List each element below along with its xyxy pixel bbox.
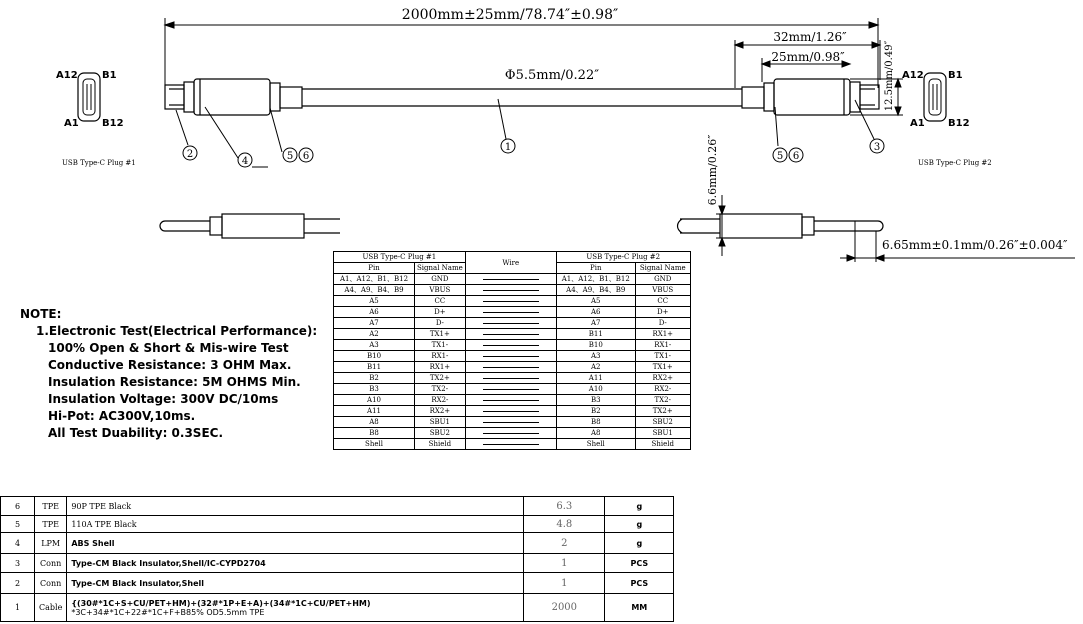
wire-line (483, 444, 539, 445)
pin-cell: B11 (334, 362, 415, 373)
signal-cell: RX2+ (635, 373, 690, 384)
cable-od-label: Φ5.5mm/0.22″ (504, 68, 600, 83)
bom-description (67, 573, 524, 594)
signal-header: Signal Name (415, 263, 466, 274)
bom-item: Conn (35, 554, 67, 573)
wire-cell (465, 384, 556, 395)
svg-text:6: 6 (792, 151, 800, 162)
pin-cell: B3 (556, 395, 635, 406)
wire-cell (465, 373, 556, 384)
pin-cell: A3 (334, 340, 415, 351)
pin-header: Pin (556, 263, 635, 274)
balloon-5-left (283, 148, 297, 162)
bom-item: TPE (35, 516, 67, 533)
signal-cell: VBUS (635, 285, 690, 296)
signal-cell: TX2+ (415, 373, 466, 384)
right-pin-b12: B12 (948, 118, 970, 129)
pin-cell: A4、A9、B4、B9 (556, 285, 635, 296)
wire-line (483, 389, 539, 390)
pin-row (334, 373, 691, 384)
wire-line (483, 345, 539, 346)
signal-cell: GND (415, 274, 466, 285)
bom-description (67, 533, 524, 554)
left-pin-b12: B12 (102, 118, 124, 129)
plug-thickness-label: 6.65mm±0.1mm/0.26″±0.004″ (882, 238, 1068, 252)
pin-row (334, 428, 691, 439)
svg-text:4: 4 (241, 156, 249, 167)
wire-cell (465, 285, 556, 296)
pin-cell: B3 (334, 384, 415, 395)
bom-description-line: ABS Shell (71, 538, 115, 548)
bom-description (67, 497, 524, 516)
signal-cell: D- (415, 318, 466, 329)
pin-row (334, 417, 691, 428)
signal-cell: SBU1 (415, 417, 466, 428)
signal-cell: SBU1 (635, 428, 690, 439)
plug-width-label: 6.6mm/0.26″ (706, 134, 719, 206)
wire-line (483, 290, 539, 291)
balloon-6-right (789, 148, 803, 162)
overmold-length-label: 32mm/1.26″ (773, 30, 847, 44)
pin-cell: A7 (334, 318, 415, 329)
svg-text:2: 2 (186, 149, 194, 160)
bom-quantity: 1 (524, 554, 605, 573)
wire-cell (465, 439, 556, 450)
bom-number: 1 (1, 594, 35, 622)
bom-description-line: 90P TPE Black (71, 501, 132, 511)
wire-header: Wire (465, 252, 556, 274)
pin-row (334, 296, 691, 307)
signal-cell: SBU2 (635, 417, 690, 428)
bom-number: 3 (1, 554, 35, 573)
bom-quantity: 2 (524, 533, 605, 554)
bom-unit: PCS (605, 573, 674, 594)
pin-cell: A3 (556, 351, 635, 362)
overmold-height-label: 12.5mm/0.49″ (884, 40, 895, 112)
left-connector-face (78, 73, 100, 121)
wire-cell (465, 340, 556, 351)
bom-description-line: 110A TPE Black (71, 519, 137, 529)
bom-row (1, 554, 674, 573)
right-pin-a1: A1 (910, 118, 925, 129)
wire-cell (465, 417, 556, 428)
bom-item: Conn (35, 573, 67, 594)
right-connector-face (924, 73, 946, 121)
signal-cell: D+ (635, 307, 690, 318)
pin-row (334, 395, 691, 406)
signal-cell: TX1+ (635, 362, 690, 373)
right-plug-side-view (678, 214, 884, 238)
left-plug-side-view (160, 214, 340, 238)
balloon-4 (238, 153, 252, 167)
signal-cell: GND (635, 274, 690, 285)
wire-line (483, 279, 539, 280)
plug2-header: USB Type-C Plug #2 (556, 252, 690, 263)
wire-line (483, 378, 539, 379)
note-title: NOTE: (20, 307, 62, 321)
wire-line (483, 411, 539, 412)
signal-cell: TX2- (635, 395, 690, 406)
note-line: Hi-Pot: AC300V,10ms. (48, 409, 196, 423)
wire-cell (465, 362, 556, 373)
signal-cell: RX1- (415, 351, 466, 362)
pin-cell: B2 (334, 373, 415, 384)
pin-row (334, 439, 691, 450)
pin-cell: A10 (334, 395, 415, 406)
pin-row (334, 340, 691, 351)
bom-unit: MM (605, 594, 674, 622)
bom-unit: PCS (605, 554, 674, 573)
plug1-header: USB Type-C Plug #1 (334, 252, 466, 263)
signal-cell: TX2- (415, 384, 466, 395)
note-line: All Test Duability: 0.3SEC. (48, 426, 224, 440)
pin-cell: A5 (556, 296, 635, 307)
bom-description (67, 516, 524, 533)
wire-line (483, 334, 539, 335)
bom-number: 6 (1, 497, 35, 516)
signal-cell: Shield (635, 439, 690, 450)
pin-cell: A11 (556, 373, 635, 384)
signal-header: Signal Name (635, 263, 690, 274)
pin-cell: A6 (556, 307, 635, 318)
bom-number: 5 (1, 516, 35, 533)
pin-row (334, 406, 691, 417)
bom-row (1, 594, 674, 622)
bom-row (1, 497, 674, 516)
wire-line (483, 367, 539, 368)
pin-row (334, 362, 691, 373)
left-plug-top-view (165, 79, 742, 115)
svg-text:1: 1 (504, 142, 512, 153)
signal-cell: VBUS (415, 285, 466, 296)
bom-number: 2 (1, 573, 35, 594)
pin-cell: A7 (556, 318, 635, 329)
signal-cell: TX1- (635, 351, 690, 362)
right-plug-top-view (742, 79, 879, 115)
signal-cell: RX1+ (415, 362, 466, 373)
pin-cell: B11 (556, 329, 635, 340)
left-plug-caption: USB Type-C Plug #1 (62, 159, 136, 167)
signal-cell: CC (415, 296, 466, 307)
wire-cell (465, 329, 556, 340)
pin-header: Pin (334, 263, 415, 274)
left-pin-a12: A12 (56, 70, 78, 81)
bom-description-line: Type-CM Black Insulator,Shell/IC-CYPD2704 (71, 558, 266, 568)
pin-cell: A8 (556, 428, 635, 439)
pin-row (334, 274, 691, 285)
pin-cell: B8 (556, 417, 635, 428)
bom-description-line: *3C+34#*1C+22#*1C+F+B85% OD5.5mm TPE (71, 607, 265, 617)
pin-cell: A11 (334, 406, 415, 417)
balloon-2 (183, 146, 197, 160)
balloon-6-left (299, 148, 313, 162)
bom-item: TPE (35, 497, 67, 516)
bom-quantity: 4.8 (524, 516, 605, 533)
signal-cell: D+ (415, 307, 466, 318)
right-pin-b1: B1 (948, 70, 963, 81)
left-pin-b1: B1 (102, 70, 117, 81)
overmold-inner-label: 25mm/0.98″ (771, 50, 845, 64)
length-label: 2000mm±25mm/78.74″±0.98″ (401, 7, 619, 23)
bom-quantity: 1 (524, 573, 605, 594)
signal-cell: RX2- (635, 384, 690, 395)
left-pin-a1: A1 (64, 118, 79, 129)
wire-cell (465, 351, 556, 362)
pin-row (334, 329, 691, 340)
bom-number: 4 (1, 533, 35, 554)
bom-quantity: 6.3 (524, 497, 605, 516)
right-pin-a12: A12 (902, 70, 924, 81)
signal-cell: RX2+ (415, 406, 466, 417)
signal-cell: Shield (415, 439, 466, 450)
pin-cell: A10 (556, 384, 635, 395)
pin-cell: A8 (334, 417, 415, 428)
pin-cell: Shell (334, 439, 415, 450)
signal-cell: RX1+ (635, 329, 690, 340)
wire-cell (465, 274, 556, 285)
bom-description-line: Type-CM Black Insulator,Shell (71, 578, 204, 588)
svg-text:6: 6 (302, 151, 310, 162)
wire-cell (465, 406, 556, 417)
note-item-1: 1.Electronic Test(Electrical Performance): (36, 324, 318, 338)
signal-cell: RX2- (415, 395, 466, 406)
wire-line (483, 312, 539, 313)
pin-row (334, 318, 691, 329)
wire-cell (465, 307, 556, 318)
balloon-1 (501, 139, 515, 153)
wire-line (483, 400, 539, 401)
note-line: Conductive Resistance: 3 OHM Max. (48, 358, 292, 372)
balloon-5-right (773, 148, 787, 162)
bom-unit: g (605, 516, 674, 533)
bill-of-materials (0, 496, 674, 622)
wire-line (483, 323, 539, 324)
bom-row (1, 573, 674, 594)
signal-cell: D- (635, 318, 690, 329)
bom-item: Cable (35, 594, 67, 622)
signal-cell: TX2+ (635, 406, 690, 417)
bom-description (67, 554, 524, 573)
wire-cell (465, 296, 556, 307)
svg-text:3: 3 (873, 142, 881, 153)
bom-description (67, 594, 524, 622)
signal-cell: CC (635, 296, 690, 307)
pin-row (334, 307, 691, 318)
pin-cell: B10 (334, 351, 415, 362)
bom-row (1, 516, 674, 533)
pin-cell: A2 (334, 329, 415, 340)
svg-text:5: 5 (776, 151, 784, 162)
pin-cell: A2 (556, 362, 635, 373)
pin-cell: B8 (334, 428, 415, 439)
wire-line (483, 356, 539, 357)
bom-unit: g (605, 533, 674, 554)
electrical-test-note (20, 306, 317, 442)
pin-row (334, 285, 691, 296)
signal-cell: TX1+ (415, 329, 466, 340)
bom-row (1, 533, 674, 554)
wire-line (483, 301, 539, 302)
note-line: Insulation Resistance: 5M OHMS Min. (48, 375, 301, 389)
signal-cell: RX1- (635, 340, 690, 351)
signal-cell: TX1- (415, 340, 466, 351)
right-plug-caption: USB Type-C Plug #2 (918, 159, 992, 167)
balloon-3 (870, 139, 884, 153)
signal-cell: SBU2 (415, 428, 466, 439)
note-line: 100% Open & Short & Mis-wire Test (48, 341, 289, 355)
pin-cell: A1、A12、B1、B12 (334, 274, 415, 285)
wire-cell (465, 318, 556, 329)
wire-line (483, 422, 539, 423)
pin-cell: A6 (334, 307, 415, 318)
bom-item: LPM (35, 533, 67, 554)
wire-line (483, 433, 539, 434)
pin-cell: B2 (556, 406, 635, 417)
wire-cell (465, 428, 556, 439)
bom-quantity: 2000 (524, 594, 605, 622)
pin-cell: B10 (556, 340, 635, 351)
pin-cell: Shell (556, 439, 635, 450)
pin-cell: A4、A9、B4、B9 (334, 285, 415, 296)
pin-mapping-table (333, 251, 691, 450)
pin-cell: A5 (334, 296, 415, 307)
pin-row (334, 384, 691, 395)
leaders (176, 99, 874, 167)
bom-description-line: {(30#*1C+S+CU/PET+HM)+(32#*1P+E+A)+(34#*1C+CU/PET+HM) (71, 598, 371, 608)
svg-text:5: 5 (286, 151, 294, 162)
wire-cell (465, 395, 556, 406)
pin-row (334, 351, 691, 362)
note-line: Insulation Voltage: 300V DC/10ms (48, 392, 279, 406)
pin-cell: A1、A12、B1、B12 (556, 274, 635, 285)
bom-unit: g (605, 497, 674, 516)
